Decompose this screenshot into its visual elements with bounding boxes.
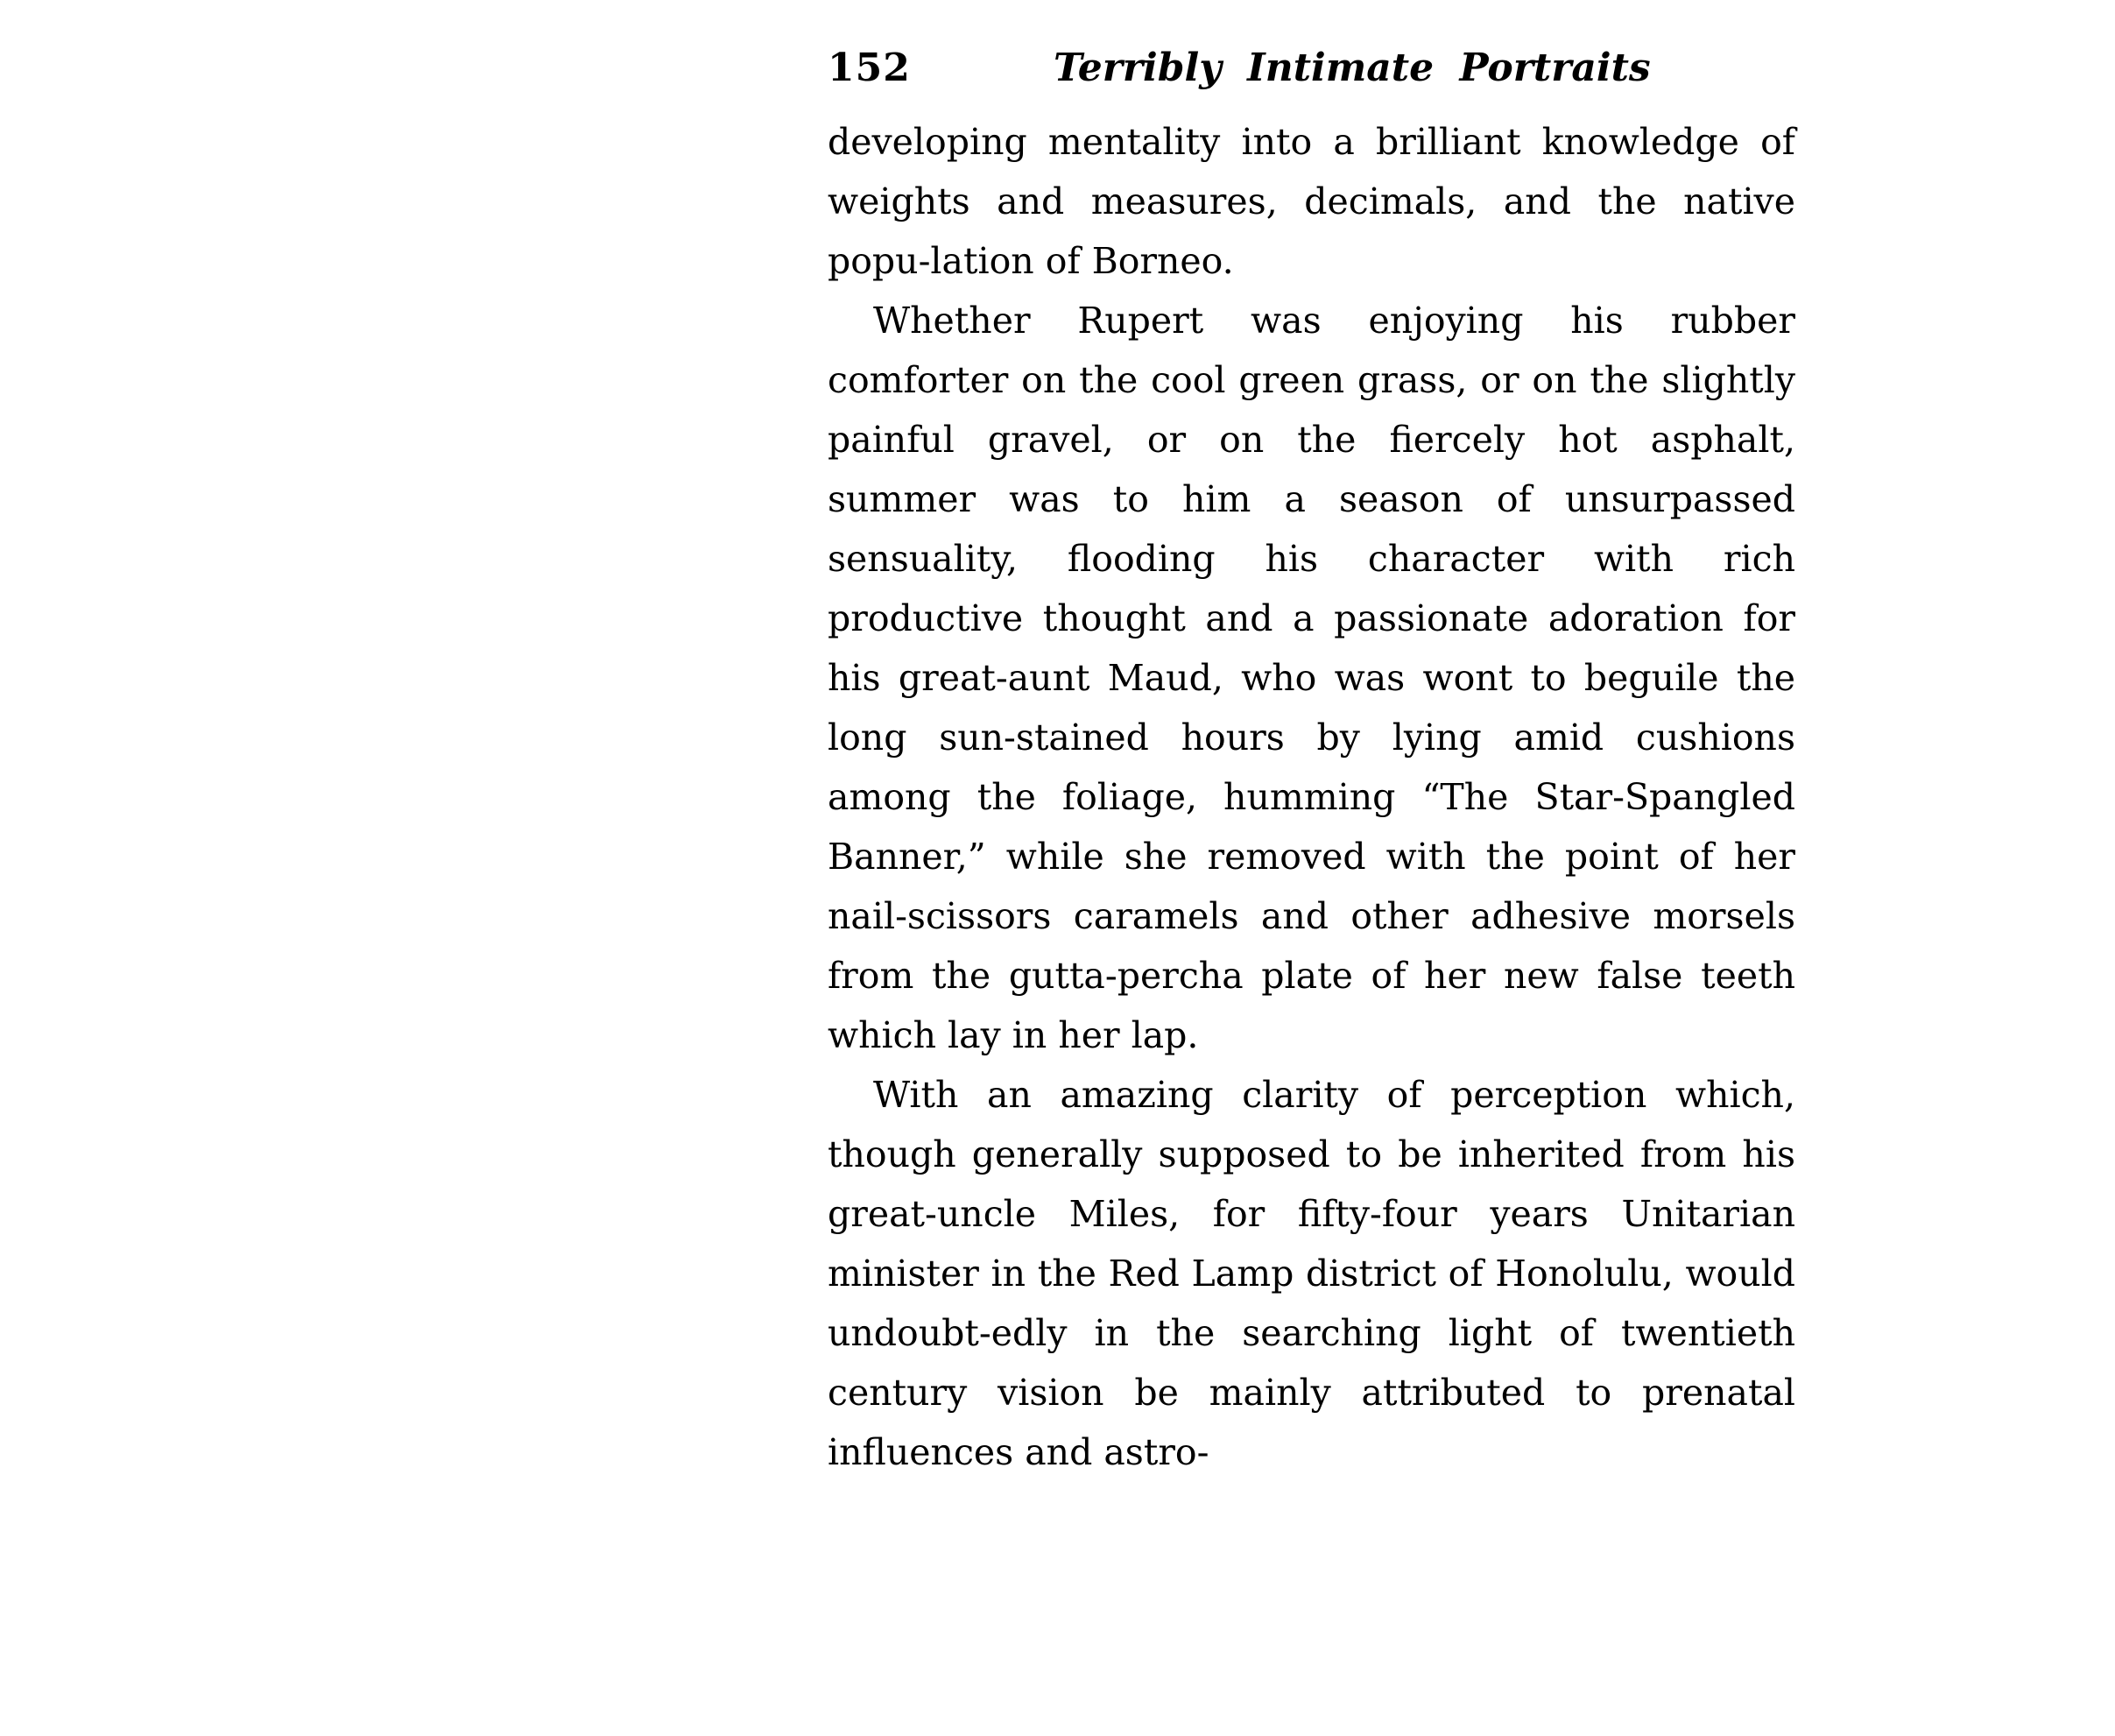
running-title: Terribly Intimate Portraits <box>1054 46 1651 90</box>
paragraph-clarity-perception: With an amazing clarity of perception which, though generally supposed to be inherited from his great-uncle Miles, for fifty-four years Unitarian minister in the Red Lamp district of Honolulu, would undoubt-edly in the searching light of twentieth century vision be mainly attributed to prenatal influences and astro- <box>828 1074 1795 1473</box>
paragraph-rupert-summer: Whether Rupert was enjoying his rubber comforter on the cool green grass, or on the slightly painful gravel, or on the fiercely hot asphalt, summer was to him a season of unsurpassed sensuality, flooding his character with rich productive thought and a passionate adoration for his great-aunt Maud, who was wont to beguile the long sun-stained hours by lying amid cushions among the foliage, humming “The Star-Spangled Banner,” while she removed with the point of her nail-scissors caramels and other adhesive morsels from the gutta-percha plate of her new false teeth which lay in her lap. <box>828 300 1795 1056</box>
book-page <box>828 0 1795 1736</box>
body-text <box>828 112 1795 1482</box>
page-header <box>828 46 1795 98</box>
paragraph-continuation: developing mentality into a brilliant knowledge of weights and measures, decimals, and the native popu-lation of Borneo. <box>828 121 1795 282</box>
page-number: 152 <box>828 46 911 90</box>
